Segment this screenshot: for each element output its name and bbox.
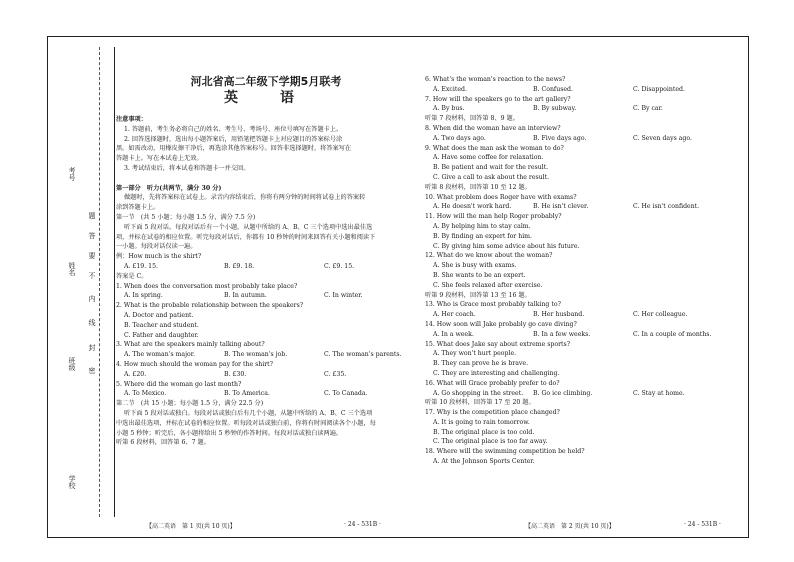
exam-title: 河北省高二年级下学期5月联考: [190, 75, 342, 88]
material-lead: 听第 10 段材料，回答第 17 至 20 题。: [425, 399, 535, 407]
exam-sheet: [47, 36, 749, 538]
material-lead: 听第 9 段材料，回答第 13 至 16 题。: [425, 291, 531, 299]
seal-char: 答: [88, 232, 96, 239]
notes-heading: 注意事项：: [116, 116, 147, 123]
option: B. The woman's job.: [224, 351, 288, 359]
question-options: [425, 85, 743, 95]
seal-solid-line: [114, 47, 115, 517]
notes-item: 答题卡上。写在本试卷上无效。: [116, 155, 203, 163]
option: B. By finding an expert for him.: [433, 232, 533, 240]
example-option: C. £9. 15.: [324, 262, 355, 270]
option: A. Excited.: [433, 85, 467, 93]
notes-item: 2. 回答选择题时，选出每小题答案后，用铅笔把答题卡上对应题目的答案标号涂: [124, 135, 343, 143]
question-options: [425, 104, 743, 114]
option: B. They can prove he is brave.: [433, 360, 529, 368]
question: 13. Who is Grace most probably talking to?: [425, 301, 561, 309]
option: A. Doctor and patient.: [124, 311, 194, 319]
example-answer: 答案是 C。: [116, 272, 148, 280]
question: 7. How will the speakers go to the art gallery?: [425, 95, 571, 103]
question: 11. How will the man help Roger probably?: [425, 213, 562, 221]
example-options: [116, 262, 416, 272]
question: 12. What do we know about the woman?: [425, 252, 553, 260]
question: 9. What does the man ask the woman to do?: [425, 144, 564, 152]
option: A. It is going to rain tomorrow.: [433, 418, 530, 426]
notes-item: 3. 考试结束后，将本试卷和答题卡一并交回。: [124, 164, 250, 172]
section2-intro: 中选出最佳选项，并标在试卷的相应位置。听每段对话或独白前，你将有时间阅读各个小题，每: [116, 419, 376, 427]
option: A. £20.: [124, 370, 147, 378]
option: A. In spring.: [124, 292, 163, 300]
left-column: [116, 75, 416, 448]
question-options: [425, 134, 743, 144]
exam-subject: 英 语: [224, 90, 308, 106]
seal-dashed-line: [99, 47, 100, 517]
option: B. To America.: [224, 390, 270, 398]
option: B. He isn't clever.: [533, 203, 589, 211]
notes-item: 1. 答题前，考生务必将自己的姓名、考生号、考场号、座位号填写在答题卡上。: [124, 125, 343, 133]
option: C. The woman's parents.: [324, 351, 402, 359]
material-lead: 听第 6 段材料，回答第 6、7 题。: [116, 439, 210, 447]
question-options: [425, 310, 743, 320]
right-column: [425, 75, 743, 467]
question: 8. When did the woman have an interview?: [425, 124, 561, 132]
question-options: [425, 389, 743, 399]
option: C. In a couple of months.: [633, 330, 712, 338]
option: A. By helping him to stay calm.: [433, 222, 531, 230]
question: 5. Where did the woman go last month?: [116, 380, 242, 388]
option: C. By car.: [633, 105, 663, 113]
option: C. Disappointed.: [633, 85, 685, 93]
option: A. Two days ago.: [433, 134, 486, 142]
question-options: [116, 291, 416, 301]
option: A. To Mexico.: [124, 390, 167, 398]
section2-intro: 小题 5 秒钟；听完后，各小题将给出 5 秒钟的作答时间。每段对话或独白读两遍。: [116, 429, 343, 437]
question: 17. Why is the competition place changed?: [425, 409, 560, 417]
option: A. In a week.: [433, 330, 474, 338]
binding-label-name: 姓名: [68, 262, 76, 276]
option: C. He isn't confident.: [633, 203, 700, 211]
section1-intro: 听下面 5 段对话。每段对话后有一个小题，从题中所给的 A、B、C 三个选项中选出最佳选: [124, 223, 373, 231]
option: B. Be patient and wait for the result.: [433, 164, 549, 172]
question-options: [116, 370, 416, 380]
example-question: 例：How much is the shirt?: [116, 253, 202, 261]
question: 6. What's the woman's reaction to the news?: [425, 76, 566, 83]
option: C. Give a call to ask about the result.: [433, 173, 550, 181]
footer-right-code: · 24 - 531B ·: [684, 521, 721, 528]
footer-left-label: 【高二英语 第 1 页(共 10 页)】: [146, 523, 236, 530]
section1-intro: 项，并标在试卷的相应位置。听完每段对话后，你都有 10 秒钟的时间来回答有关小题和阅读下: [116, 233, 376, 241]
part1-intro: 做题时，先将答案标在试卷上。录音内容结束后，你将有两分钟的时间将试卷上的答案转: [124, 194, 366, 202]
option: B. The original place is too cold.: [433, 428, 535, 436]
option: B. In a few weeks.: [533, 330, 591, 338]
question-options: [116, 350, 416, 360]
option: A. At the Johnson Sports Center.: [433, 458, 535, 466]
binding-strip: [48, 37, 103, 537]
question: 15. What does Jake say about extreme sports?: [425, 340, 571, 348]
option: C. Her colleague.: [633, 311, 688, 319]
question: 4. How much should the woman pay for the shirt?: [116, 360, 273, 368]
binding-label-class: 班级: [68, 357, 76, 371]
footer-left-code: · 24 - 531B ·: [344, 521, 381, 528]
question: 18. Where will the swimming competition be held?: [425, 448, 585, 456]
option: A. The woman's major.: [124, 351, 195, 359]
part1-intro: 涂到答题卡上。: [116, 204, 160, 212]
seal-char: 线: [88, 319, 96, 326]
section2-intro: 听下面 5 段对话或独白。每段对话或独白后有几个小题，从题中所给的 A、B、C 三个选项: [124, 409, 373, 417]
option: C. £35.: [324, 370, 347, 378]
question: 1. When does the conversation most probably take place?: [116, 282, 298, 290]
option: C. Stay at home.: [633, 389, 685, 397]
option: C. Father and daughter.: [124, 331, 199, 339]
option: A. He doesn't work hard.: [433, 203, 512, 211]
option: A. They won't hurt people.: [433, 350, 517, 358]
option: B. She wants to be an expert.: [433, 271, 526, 279]
option: A. Her coach.: [433, 311, 476, 319]
example-option: B. £9. 18.: [224, 262, 255, 270]
question-options: [425, 202, 743, 212]
option: B. Confused.: [533, 85, 573, 93]
option: A. Have some coffee for relaxation.: [433, 154, 544, 162]
section2-heading: 第二节 (共 15 小题；每小题 1.5 分，满分 22.5 分): [116, 400, 264, 408]
seal-char: 密: [88, 367, 96, 374]
option: A. By bus.: [433, 105, 465, 113]
section1-heading: 第一节 (共 5 小题；每小题 1.5 分，满分 7.5 分): [116, 213, 256, 221]
option: B. £30.: [224, 370, 247, 378]
option: A. She is busy with exams.: [433, 262, 517, 270]
part1-heading: 第一部分 听力(共两节，满分 30 分): [116, 184, 222, 192]
material-lead: 听第 8 段材料，回答第 10 至 12 题。: [425, 183, 531, 191]
option: C. In winter.: [324, 292, 363, 300]
option: B. Go ice climbing.: [533, 389, 593, 397]
option: C. She feels relaxed after exercise.: [433, 281, 543, 289]
question-options: [116, 389, 416, 399]
seal-char: 不: [88, 272, 96, 279]
footer-right-label: 【高二英语 第 2 页(共 10 页)】: [525, 523, 615, 530]
option: B. Five days ago.: [533, 134, 587, 142]
option: B. In autumn.: [224, 292, 267, 300]
question: 10. What problem does Roger have with exams?: [425, 193, 577, 201]
seal-char: 题: [88, 212, 96, 219]
binding-label-school: 学校: [68, 475, 76, 489]
seal-char: 要: [88, 252, 96, 259]
option: A. Go shopping in the street.: [433, 389, 524, 397]
option: C. They are interesting and challenging.: [433, 369, 560, 377]
section1-intro: 一小题。每段对话仅读一遍。: [116, 243, 197, 251]
option: B. Her husband.: [533, 311, 585, 319]
option: B. Teacher and student.: [124, 321, 199, 329]
question-options: [425, 330, 743, 340]
notes-item: 黑。如需改动，用橡皮擦干净后，再选涂其他答案标号。回答非选择题时，将答案写在: [116, 145, 352, 153]
material-lead: 听第 7 段材料，回答第 8、9 题。: [425, 115, 519, 123]
binding-label-exam-no: 考号: [68, 167, 76, 181]
seal-char: 内: [88, 295, 96, 302]
option: B. By subway.: [533, 105, 577, 113]
seal-char: 封: [88, 344, 96, 351]
option: C. By giving him some advice about his future.: [433, 242, 580, 250]
question: 3. What are the speakers mainly talking about?: [116, 341, 265, 349]
option: C. To Canada.: [324, 390, 368, 398]
question: 2. What is the probable relationship between the speakers?: [116, 302, 304, 310]
example-option: A. £19. 15.: [124, 262, 158, 270]
question: 14. How soon will Jake probably go cave diving?: [425, 320, 577, 328]
option: C. Seven days ago.: [633, 134, 692, 142]
question: 16. What will Grace probably prefer to do?: [425, 379, 560, 387]
option: C. The original place is too far away.: [433, 438, 548, 446]
